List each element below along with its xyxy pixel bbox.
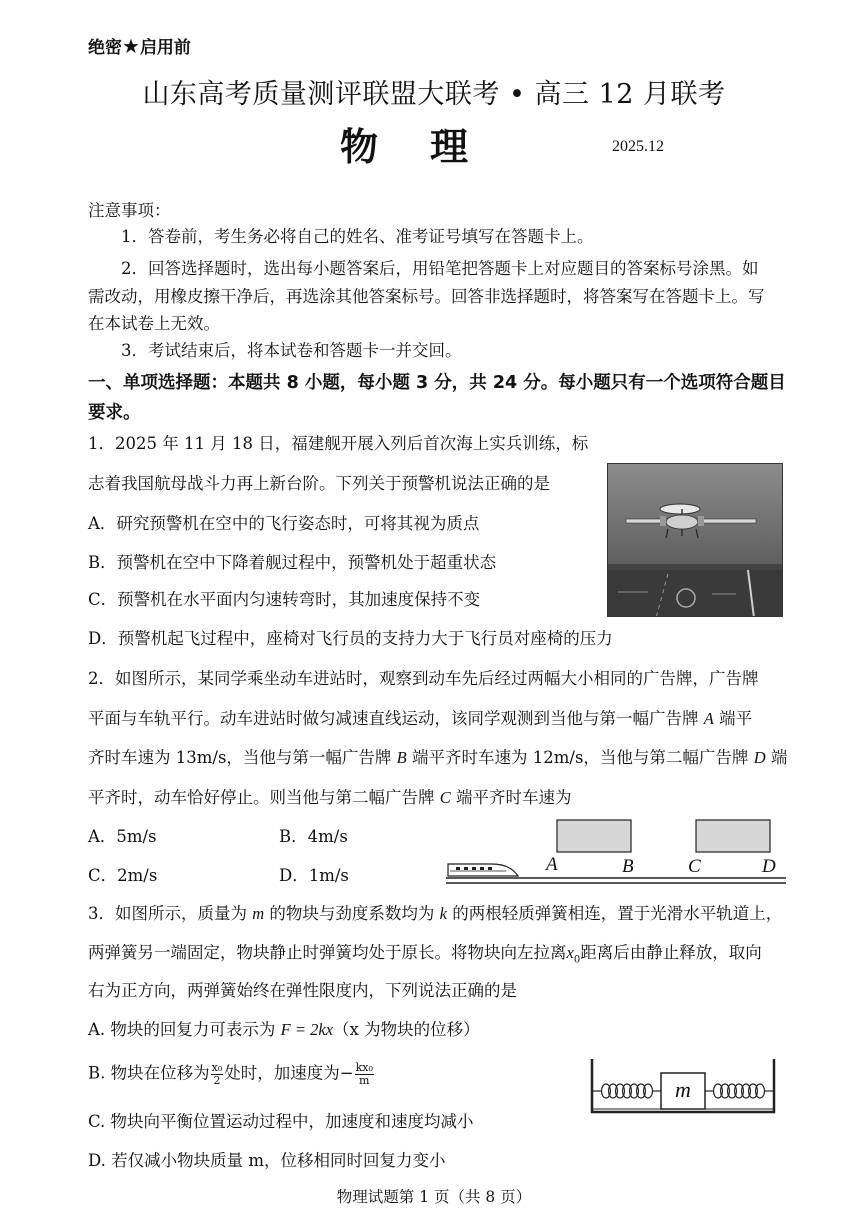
fraction-x0-over-2: $\frac{\text{x₀}}{2}$ <box>211 1061 223 1087</box>
q2-option-d: D．1m/s <box>279 866 349 885</box>
exam-title: 山东高考质量测评联盟大联考 • 高三 12 月联考 <box>142 79 726 110</box>
q1-option-c: C．预警机在水平面内匀速转弯时，其加速度保持不变 <box>88 590 481 609</box>
q3-option-b: B. 物块在位移为 $\frac{\text{x₀}}{2}$ 处时，加速度为− $\frac{\text{kx₀}}{m}$ <box>88 1061 373 1087</box>
q3-option-d: D. 若仅减小物块质量 m，位移相同时回复力变小 <box>88 1151 446 1170</box>
q2-stem: 平面与车轨平行。动车进站时做匀减速直线运动，该同学观测到当他与第一幅广告牌 A 端平 <box>88 709 753 728</box>
q1-option-b: B．预警机在空中下降着舰过程中，预警机处于超重状态 <box>88 553 497 572</box>
q2-option-b: B．4m/s <box>279 827 348 846</box>
label-d: D <box>762 856 776 877</box>
fraction-kx0-over-m: $\frac{\text{kx₀}}{m}$ <box>355 1061 373 1087</box>
label-c: C <box>688 856 701 877</box>
billboard-1 <box>557 820 631 852</box>
q2-option-c: C．2m/s <box>88 866 158 885</box>
train-billboard-figure <box>446 814 786 890</box>
notice-line: 1．答卷前，考生务必将自己的姓名、准考证号填写在答题卡上。 <box>121 227 594 246</box>
q2-option-a: A．5m/s <box>88 827 157 846</box>
spring-right <box>705 1084 774 1098</box>
notice-line: 需改动，用橡皮擦干净后，再选涂其他答案标号。回答非选择题时，将答案写在答题卡上。写 <box>88 287 765 306</box>
q3-option-c: C. 物块向平衡位置运动过程中，加速度和速度均减小 <box>88 1112 474 1131</box>
spring-left <box>592 1084 661 1098</box>
q1-option-a: A．研究预警机在空中的飞行姿态时，可将其视为质点 <box>88 514 480 533</box>
exam-date: 2025.12 <box>612 138 664 155</box>
label-b: B <box>622 856 634 877</box>
block-mass-label: m <box>675 1077 691 1102</box>
q2-stem: 2．如图所示，某同学乘坐动车进站时，观察到动车先后经过两幅大小相同的广告牌，广告牌 <box>88 669 759 688</box>
notice-heading: 注意事项： <box>88 201 171 220</box>
q1-option-d: D．预警机起飞过程中，座椅对飞行员的支持力大于飞行员对座椅的压力 <box>88 629 613 648</box>
q3-stem: 3．如图所示，质量为 m 的物块与劲度系数均为 k 的两根轻质弹簧相连，置于光滑水平轨道上， <box>88 904 783 923</box>
q2-stem: 齐时车速为 13m/s，当他与第一幅广告牌 B 端平齐时车速为 12m/s，当他与第二幅广告牌 D 端 <box>88 748 788 767</box>
notice-line: 在本试卷上无效。 <box>88 314 220 333</box>
spring-block-figure <box>588 1055 778 1117</box>
notice-line: 3．考试结束后，将本试卷和答题卡一并交回。 <box>121 341 462 360</box>
page-footer: 物理试题第 1 页（共 8 页） <box>336 1188 532 1206</box>
section-heading-cont: 要求。 <box>88 403 141 423</box>
q2-stem: 平齐时，动车恰好停止。则当他与第二幅广告牌 C 端平齐时车速为 <box>88 788 572 807</box>
q3-option-a: A. 物块的回复力可表示为 F = 2kx（x 为物块的位移） <box>88 1020 480 1039</box>
subject-title: 物理 <box>340 124 521 169</box>
q1-stem: 志着我国航母战斗力再上新台阶。下列关于预警机说法正确的是 <box>88 474 550 493</box>
q3-stem: 两弹簧另一端固定，物块静止时弹簧均处于原长。将物块向左拉离$x_0$距离后由静止释放，取向 <box>88 943 762 966</box>
billboard-2 <box>696 820 770 852</box>
section-heading: 一、单项选择题：本题共 8 小题，每小题 3 分，共 24 分。每小题只有一个选项符合题目 <box>88 373 786 393</box>
notice-line: 2．回答选择题时，选出每小题答案后，用铅笔把答题卡上对应题目的答案标号涂黑。如 <box>121 259 759 278</box>
label-a: A <box>546 854 558 875</box>
star-icon: ★ <box>122 34 140 58</box>
aircraft-carrier-photo <box>607 463 783 617</box>
confidential-mark: 绝密★启用前 <box>88 34 191 58</box>
q3-stem: 右为正方向，两弹簧始终在弹性限度内，下列说法正确的是 <box>88 981 517 1000</box>
train-icon <box>448 864 518 876</box>
q1-stem: 1．2025 年 11 月 18 日，福建舰开展入列后首次海上实兵训练，标 <box>88 434 589 453</box>
